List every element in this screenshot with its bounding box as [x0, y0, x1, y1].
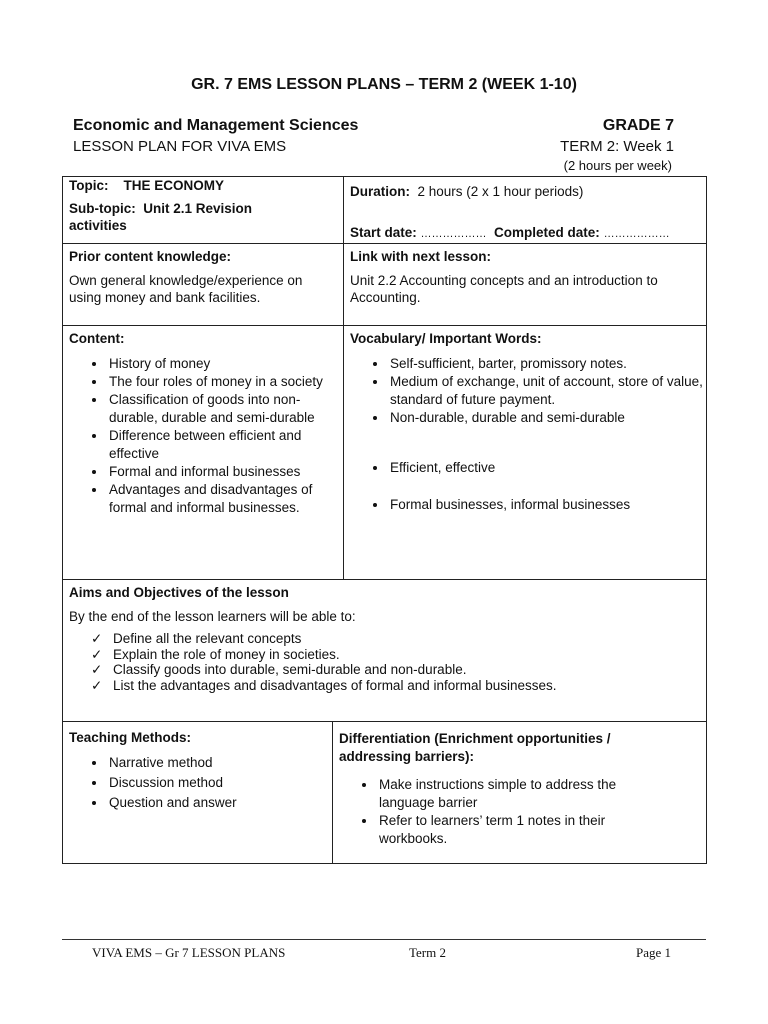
checkmark-icon: ✓ [91, 662, 103, 677]
vocab-item: • Formal businesses, informal businesses [388, 496, 706, 514]
vocabulary-label: Vocabulary/ Important Words: [350, 331, 542, 346]
checkmark-icon: ✓ [91, 677, 103, 693]
aim-item: ✓ Explain the role of money in societies. [91, 646, 340, 662]
content-item: • Classification of goods into non-durable, durable and semi-durable [107, 391, 329, 427]
start-date-value: ……………… [420, 228, 487, 240]
vocab-item: • Efficient, effective [388, 459, 706, 477]
aims-label: Aims and Objectives of the lesson [69, 585, 289, 600]
aim-item: ✓ List the advantages and disadvantages of formal and informal businesses. [91, 677, 557, 693]
content-item: • Formal and informal businesses [107, 463, 329, 481]
aims-intro: By the end of the lesson learners will be able to: [69, 609, 356, 624]
aims-cell [63, 580, 706, 721]
link-next-lesson-text: Unit 2.2 Accounting concepts and an introduction to Accounting. [350, 273, 658, 305]
completed-date-value: ……………… [603, 228, 670, 240]
content-item: • History of money [107, 355, 329, 373]
prior-link-row [62, 243, 707, 326]
topic-duration-row [62, 176, 707, 244]
content-item: • The four roles of money in a society [107, 373, 329, 391]
link-next-lesson-label: Link with next lesson: [350, 249, 492, 264]
differentiation-item: • Make instructions simple to address the language barrier [377, 776, 652, 812]
differentiation-item: • Refer to learners’ term 1 notes in their workbooks. [377, 812, 652, 848]
aim-item: ✓ Define all the relevant concepts [91, 631, 302, 646]
aims-row [62, 579, 707, 722]
teaching-methods-cell [63, 722, 333, 863]
duration-value: 2 hours (2 x 1 hour periods) [417, 184, 584, 199]
differentiation-cell [333, 722, 706, 863]
content-item: • Difference between efficient and effective [107, 427, 329, 463]
duration-cell [344, 177, 706, 243]
method-item: • Question and answer [107, 793, 326, 813]
subtopic-label: Sub-topic: [69, 201, 136, 216]
footer-divider [62, 939, 706, 940]
subject-heading: Economic and Management Sciences [73, 117, 359, 134]
method-item: • Narrative method [107, 753, 326, 773]
footer-center: Term 2 [409, 945, 446, 960]
teaching-methods-label: Teaching Methods: [69, 730, 192, 745]
link-next-lesson-cell [344, 244, 706, 325]
content-label: Content: [69, 331, 125, 346]
topic-cell [63, 177, 344, 243]
hours-per-week: (2 hours per week) [563, 158, 672, 173]
differentiation-label: Differentiation (Enrichment opportunities / addressing barriers): [339, 731, 611, 764]
method-item: • Discussion method [107, 773, 326, 793]
lesson-plan-label: LESSON PLAN FOR VIVA EMS [73, 138, 287, 155]
duration-label: Duration: [350, 184, 410, 199]
grade-label: GRADE 7 [602, 117, 674, 134]
prior-knowledge-label: Prior content knowledge: [69, 249, 232, 264]
checkmark-icon: ✓ [91, 631, 103, 646]
checkmark-icon: ✓ [91, 646, 103, 662]
prior-knowledge-cell [63, 244, 344, 325]
subtopic-value: Unit 2.1 Revision activities [69, 201, 253, 233]
vocab-item: • Medium of exchange, unit of account, store of value, standard of future payment. [388, 373, 706, 409]
footer-page-number: Page 1 [636, 945, 672, 960]
content-cell [63, 326, 344, 579]
footer-left: VIVA EMS – Gr 7 LESSON PLANS [92, 945, 286, 960]
completed-date-label: Completed date: [494, 225, 600, 240]
prior-knowledge-text: Own general knowledge/experience on using money and bank facilities. [69, 273, 303, 305]
vocab-item: • Self-sufficient, barter, promissory notes. [388, 355, 706, 373]
content-vocab-row [62, 325, 707, 580]
topic-label: Topic: [69, 178, 109, 193]
term-week-label: TERM 2: Week 1 [560, 138, 674, 155]
content-item: • Advantages and disadvantages of formal and informal businesses. [107, 481, 329, 517]
methods-diff-row [62, 721, 707, 864]
document-title: GR. 7 EMS LESSON PLANS – TERM 2 (WEEK 1-10) [191, 76, 577, 93]
vocabulary-cell [344, 326, 706, 579]
topic-value: THE ECONOMY [123, 178, 225, 193]
vocab-item: • Non-durable, durable and semi-durable [388, 409, 706, 427]
aim-item: ✓ Classify goods into durable, semi-durable and non-durable. [91, 662, 467, 677]
start-date-label: Start date: [350, 225, 417, 240]
